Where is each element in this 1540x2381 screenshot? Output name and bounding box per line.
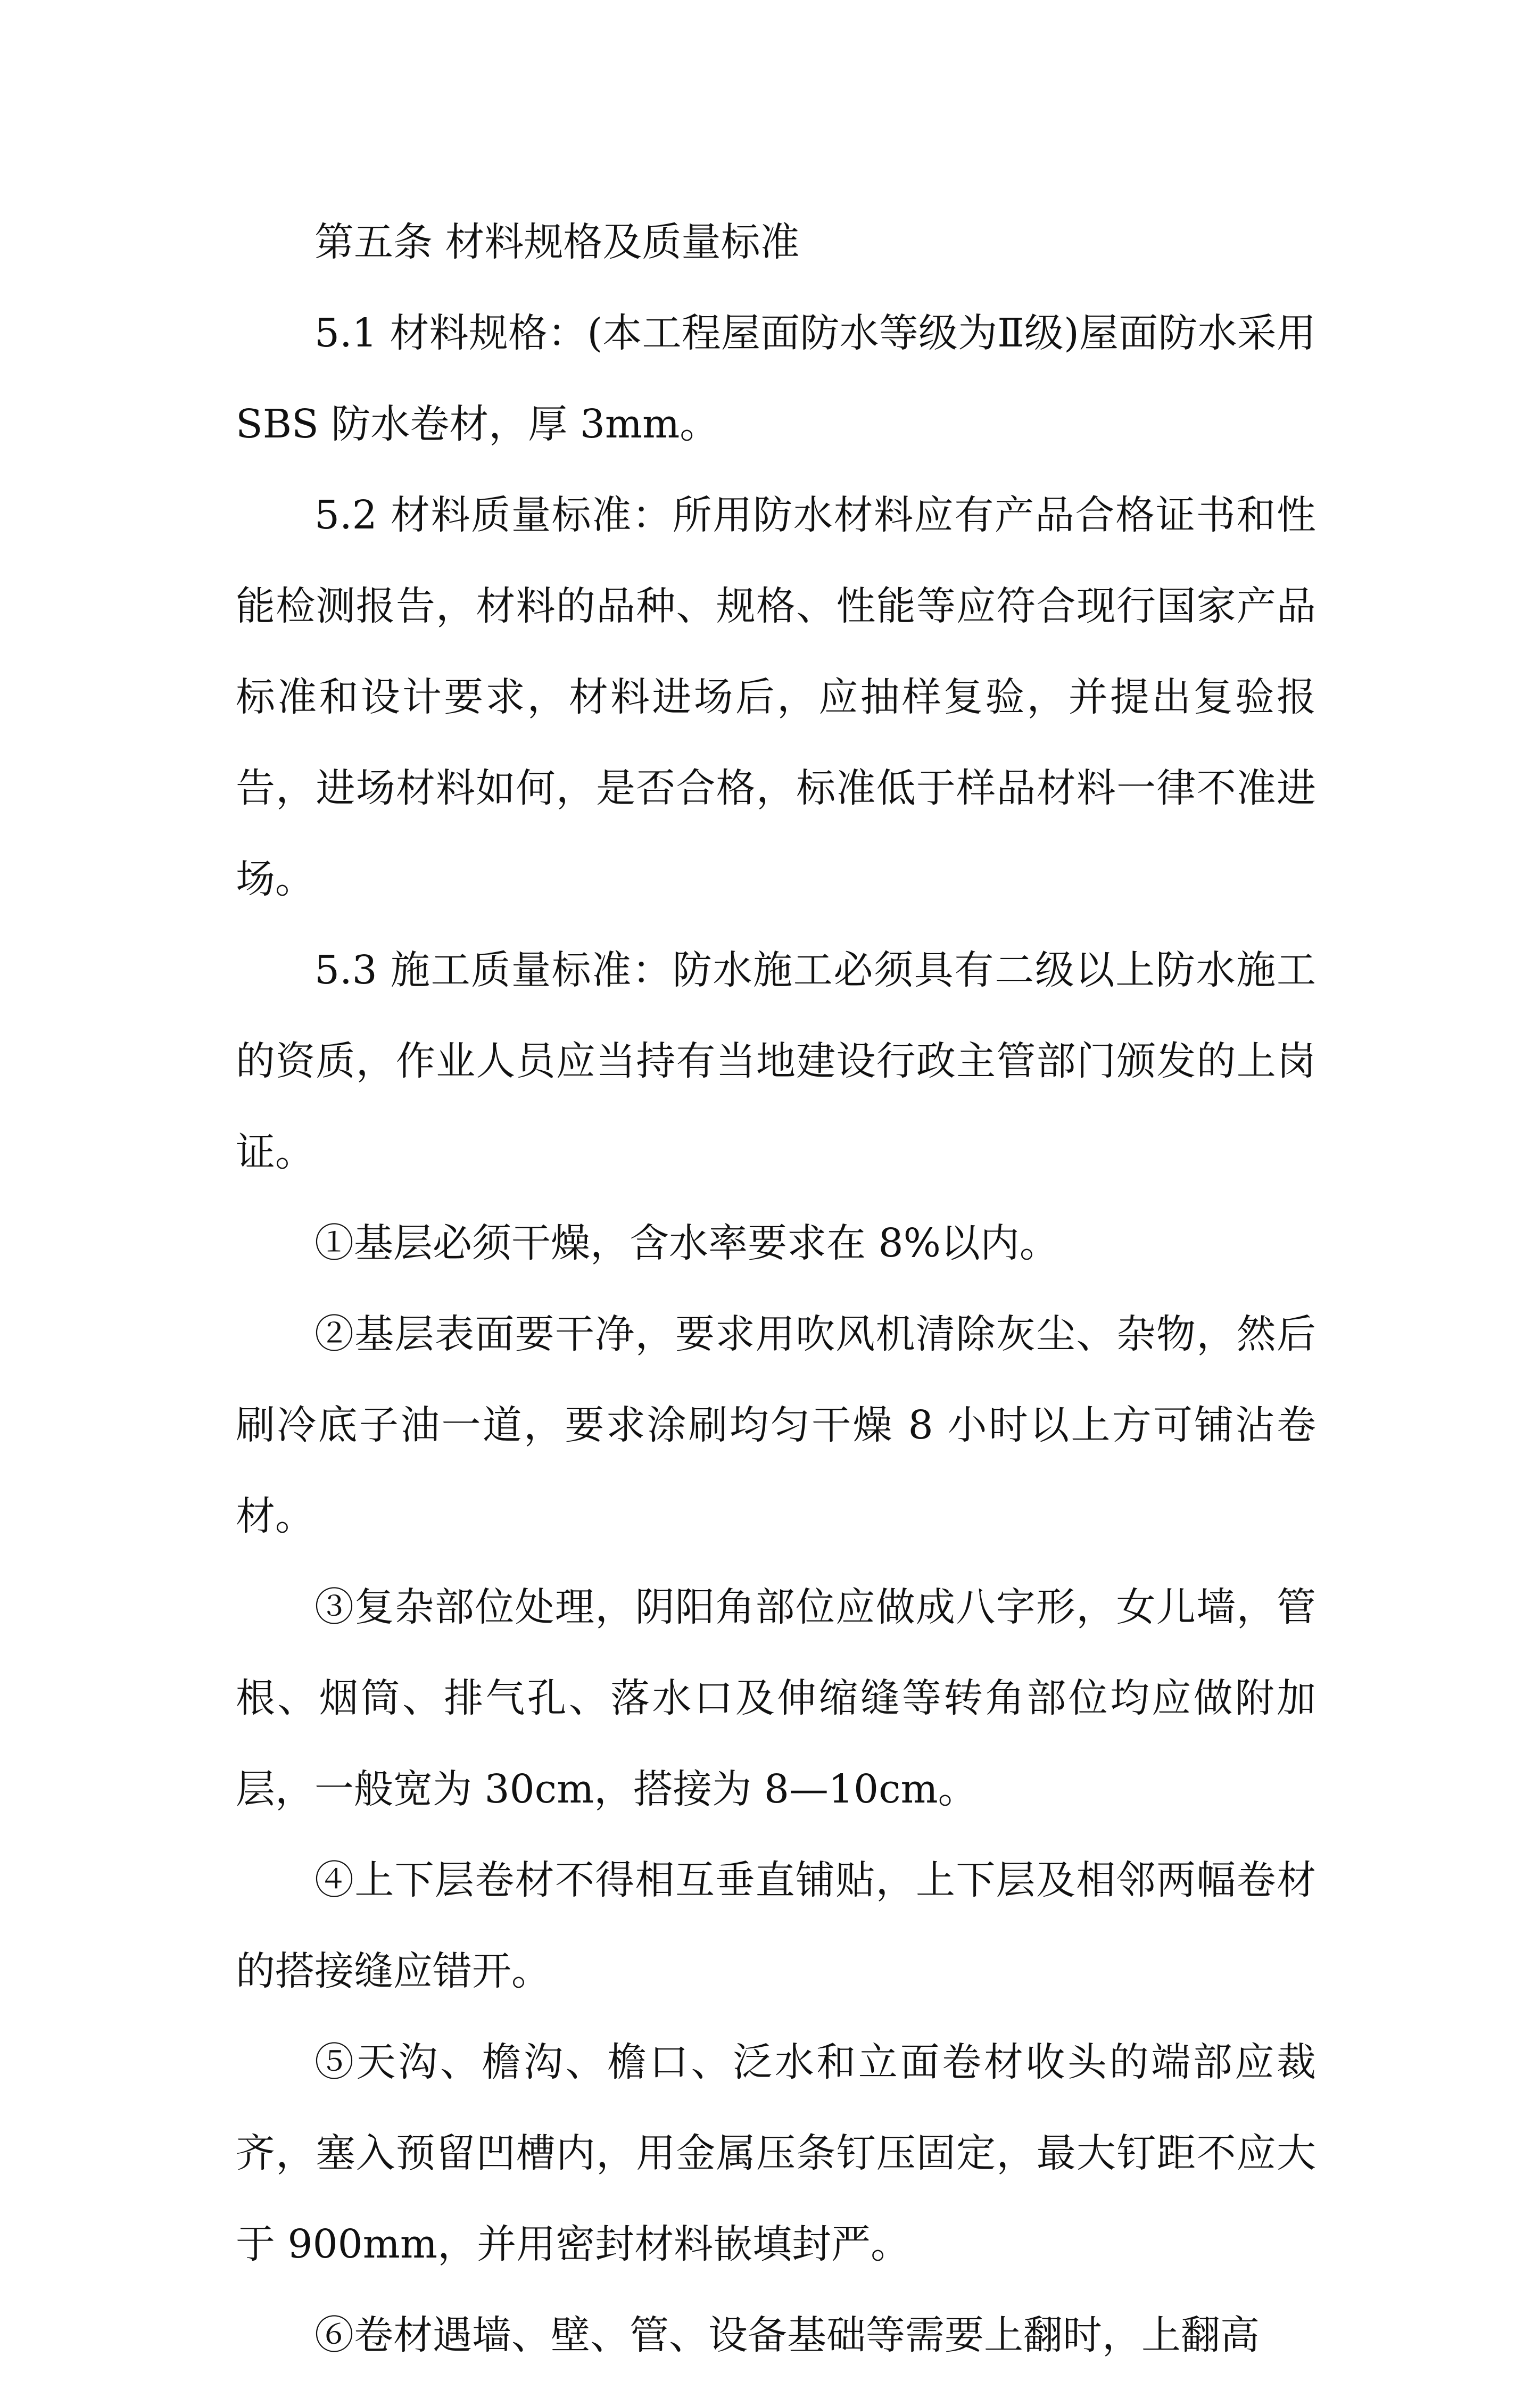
paragraph-material-spec: 5.1 材料规格：(本工程屋面防水等级为Ⅱ级)屋面防水采用 SBS 防水卷材，厚 3mm。 (236, 310, 1316, 447)
document-body (236, 197, 1316, 2381)
paragraph-item-5: ⑤天沟、檐沟、檐口、泛水和立面卷材收头的端部应裁齐，塞入预留凹槽内，用金属压条钉压固定，最大钉距不应大于 900mm，并用密封材料嵌填封严。 (236, 2039, 1316, 2267)
paragraph-item-2: ②基层表面要干净，要求用吹风机清除灰尘、杂物，然后刷冷底子油一道，要求涂刷均匀干燥 8 小时以上方可铺沾卷材。 (236, 1311, 1316, 1539)
paragraph-construction-quality: 5.3 施工质量标准：防水施工必须具有二级以上防水施工的资质，作业人员应当持有当地建设行政主管部门颁发的上岗证。 (236, 947, 1316, 1175)
paragraph-material-quality: 5.2 材料质量标准：所用防水材料应有产品合格证书和性能检测报告，材料的品种、规格、性能等应符合现行国家产品标准和设计要求，材料进场后，应抽样复验，并提出复验报告，进场材料如何，是否合格，标准低于样品材料一律不准进场。 (236, 492, 1316, 902)
paragraph-item-1: ①基层必须干燥，含水率要求在 8%以内。 (314, 1220, 1059, 1266)
paragraph-item-6: ⑥卷材遇墙、壁、管、设备基础等需要上翻时，上翻高 (314, 2312, 1260, 2358)
paragraph-item-3: ③复杂部位处理，阴阳角部位应做成八字形，女儿墙，管根、烟筒、排气孔、落水口及伸缩缝等转角部位均应做附加层，一般宽为 30cm，搭接为 8—10cm。 (236, 1584, 1316, 1812)
section-heading: 第五条 材料规格及质量标准 (314, 219, 800, 265)
paragraph-item-4: ④上下层卷材不得相互垂直铺贴，上下层及相邻两幅卷材的搭接缝应错开。 (236, 1857, 1316, 1994)
